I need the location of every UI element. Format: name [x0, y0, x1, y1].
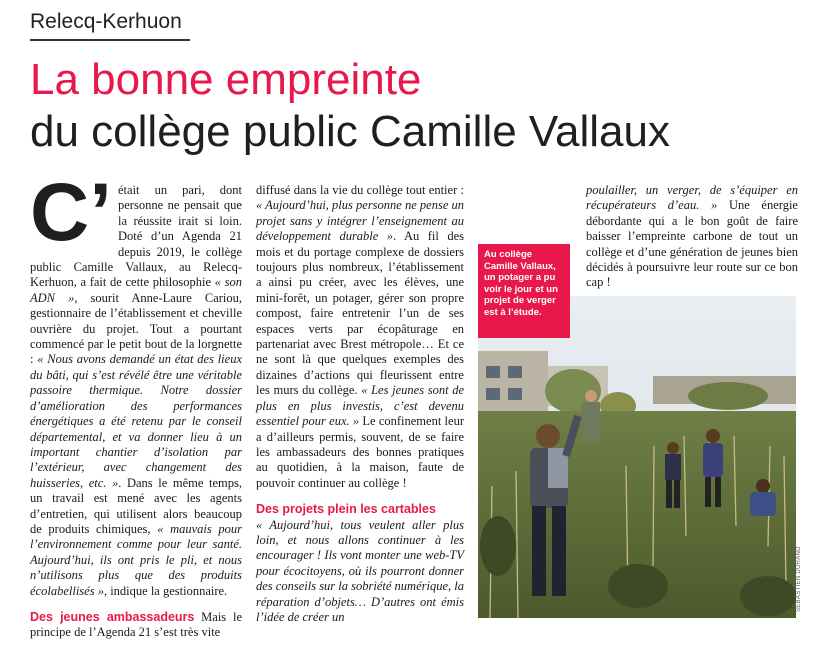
intro-text: était un pari, dont personne ne pensait que la réussite irait si loin. Doté d’un Agenda 21 depuis 2019, le collège public Camille Vallaux, au Relecq-Kerhuon, a fait de cette philosophie: [30, 183, 242, 290]
adn-quote: « son ADN »: [30, 275, 242, 305]
body-text: diffusé dans la vie du collège tout entier :: [256, 183, 464, 197]
body-text: Mais le principe de l’Agenda 21 s’est très vite: [30, 609, 242, 640]
quote-text: « Aujourd’hui, tous veulent aller plus loin, et nous allons continuer à les encourager ! Ils vont monter une web-TV pour écocitoyens, où ils pourront donner des conseils sur la sobriété numérique, la réparation d’objets… D’autres ont émis l’idée de créer un: [256, 517, 464, 624]
subheading: Des projets plein les cartables: [256, 502, 436, 517]
quote-text: « Aujourd’hui, plus personne ne pense un projet sans y intégrer l’enseignement au développement durable »: [256, 198, 464, 244]
garden-photo: [478, 296, 796, 618]
body-text: Le confinement leur a d’ailleurs permis, souvent, de se faire les ambassadeurs des bonnes pratiques au quotidien, à la maison, faute de pouvoir continuer au collège !: [256, 414, 464, 490]
section-kicker: Relecq-Kerhuon: [30, 10, 182, 33]
body-text: , sourit Anne-Laure Cariou, gestionnaire de l’établissement et cheville ouvrière du projet. Tout a pourtant commencé par le petit bout de la lorgnette :: [30, 290, 242, 367]
body-text: Une énergie débordante qui a le bon goût de faire baisser l’empreinte carbone de tout un collège et d’une génération de jeunes bien décidés à poursuivre leur route sur ce bon cap !: [586, 198, 798, 290]
quote-text: « Nous avons demandé un état des lieux du bâti, qui s’est révélé être une véritable passoire thermique. Notre dossier d’amélioration des performances énergétiques a été retenu par le conseil départemental, et va donner lieu à un important chantier d’isolation par l’extérieur, avec changement des huisseries, etc. »: [30, 352, 242, 490]
body-text: . Au fil des mois et du portage complexe de dossiers toujours plus nombreux, l’établissement a ainsi pu créer, avec les élèves, une mini-forêt, un potager, gérer son propre compost, faire entretenir l’un de ses espaces verts par écopâturage en partenariat avec Brest métropole… Et ce ne sont là que quelques exemples des dizaines d’actions qui fleurissent entre les murs du collège.: [256, 229, 464, 398]
body-text: , indique la gestionnaire.: [103, 583, 228, 598]
article-column-1: [30, 167, 243, 641]
quote-text: poulailler, un verger, de s’équiper en récupérateurs d’eau. »: [586, 183, 798, 213]
photo-caption: Au collège Camille Vallaux, un potager a pu voir le jour et un projet de verger est à l’étude.: [478, 244, 570, 338]
photo-credit: SÉBASTIEN DURAND: [796, 546, 802, 612]
headline-line-2: du collège public Camille Vallaux: [30, 107, 670, 156]
headline-line-1: La bonne empreinte: [30, 55, 422, 104]
article-column-3: [586, 183, 798, 291]
quote-text: « mauvais pour l’environnement comme pour leur santé. Aujourd’hui, ils ont pris le pli, et nous n’utilisons plus que des produits écolabellisés »: [30, 521, 243, 598]
article-column-2: [256, 183, 464, 625]
subheading: Des jeunes ambassadeurs: [30, 609, 195, 624]
kicker-underline: [30, 39, 190, 41]
drop-cap: C’: [30, 167, 112, 258]
body-text: . Dans le même temps, un travail est mené avec les agents d’entretien, qui utilisent alors beaucoup de produits chimiques,: [30, 475, 242, 536]
quote-text: « Les jeunes sont de plus en plus investis, c’est devenu essentiel pour eux. »: [256, 383, 464, 429]
